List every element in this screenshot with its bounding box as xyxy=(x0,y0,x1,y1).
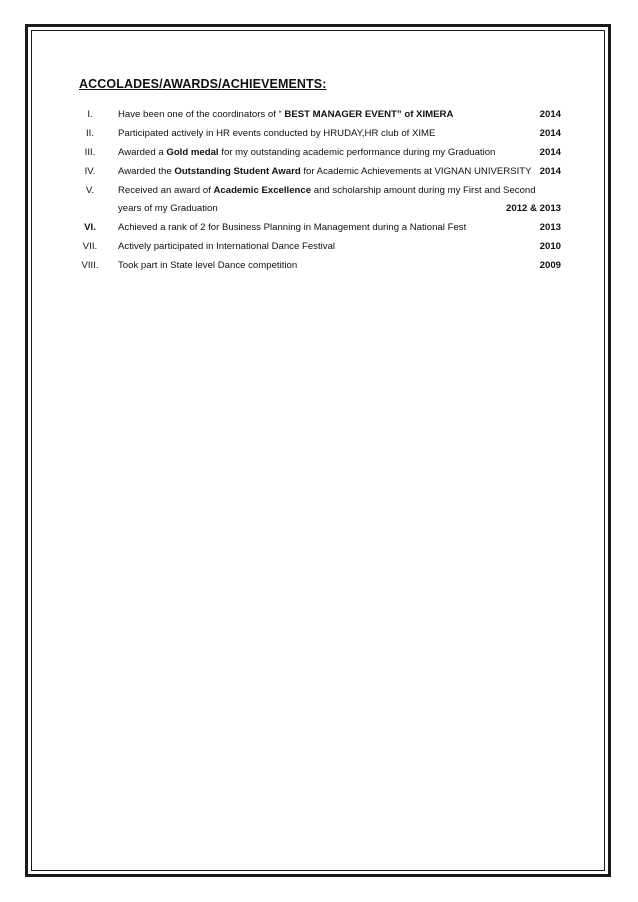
list-item xyxy=(72,256,567,275)
item-number: VII. xyxy=(82,241,98,252)
item-text: Participated actively in HR events conducted by HRUDAY,HR club of XIME xyxy=(118,128,436,139)
list-item xyxy=(72,124,567,143)
item-number: V. xyxy=(85,185,95,196)
item-text: Took part in State level Dance competition xyxy=(118,260,298,271)
item-year: 2014 xyxy=(539,147,561,158)
item-number: IV. xyxy=(84,166,96,177)
item-text-continued: years of my Graduation xyxy=(118,203,218,214)
item-number: VIII. xyxy=(81,260,99,271)
item-year: 2014 xyxy=(539,109,561,120)
list-item xyxy=(72,143,567,162)
item-year: 2014 xyxy=(539,166,561,177)
item-text: Actively participated in International Dance Festival xyxy=(118,241,336,252)
item-text: Awarded a Gold medal for my outstanding academic performance during my Graduation xyxy=(118,147,496,158)
list-item xyxy=(72,105,567,124)
list-item xyxy=(72,218,567,237)
item-number: II. xyxy=(86,128,94,139)
item-number: VI. xyxy=(84,222,96,233)
section-heading: ACCOLADES/AWARDS/ACHIEVEMENTS: xyxy=(79,77,327,91)
item-text: Received an award of Academic Excellence and scholarship amount during my First and Second xyxy=(118,185,536,196)
item-text: Have been one of the coordinators of “ BEST MANAGER EVENT” of XIMERA xyxy=(118,109,454,120)
item-text: Awarded the Outstanding Student Award for Academic Achievements at VIGNAN UNIVERSITY xyxy=(118,166,532,177)
item-year: 2010 xyxy=(539,241,561,252)
list-item xyxy=(72,181,567,218)
item-text: Achieved a rank of 2 for Business Planning in Management during a National Fest xyxy=(118,222,467,233)
item-year: 2014 xyxy=(539,128,561,139)
item-number: III. xyxy=(84,147,96,158)
item-year: 2013 xyxy=(539,222,561,233)
item-year: 2012 & 2013 xyxy=(506,203,561,214)
list-item xyxy=(72,237,567,256)
achievements-list xyxy=(72,105,567,275)
item-number: I. xyxy=(87,109,93,120)
item-year: 2009 xyxy=(539,260,561,271)
list-item xyxy=(72,162,567,181)
